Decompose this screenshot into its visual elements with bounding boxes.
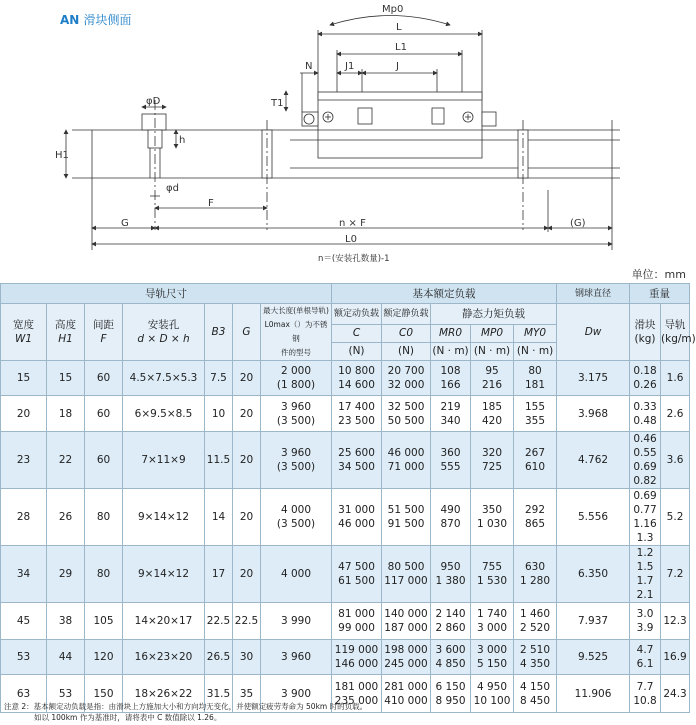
cell-my0 [514,432,557,489]
cell-g: 20 [233,546,261,603]
cell-line: 350 [481,504,503,516]
cell-mr0 [431,546,471,603]
cell-line: 0.26 [633,379,657,391]
cell-line: 3 990 [280,615,312,627]
cell-line: 81 000 [338,608,375,620]
cell-line: 5 150 [476,658,508,670]
cell-c [332,603,382,640]
cell-c0 [382,675,431,713]
cell-line: 99 000 [338,622,375,634]
header-rail-size: 导轨尺寸 [1,284,332,304]
cell-line: 0.55 [633,447,657,459]
cell-line: (1 800) [276,379,316,391]
dim-J1: J1 [345,61,355,72]
header-width: 宽度 W1 [1,304,47,361]
cell-line: 6 150 [435,680,466,693]
cell-f: 60 [85,396,123,432]
cell-b3: 11.5 [205,432,233,489]
cell-b3: 14 [205,489,233,546]
cell-line: 2 000 [280,365,312,377]
cell-line: 4 000 [280,568,312,580]
cell-line: 0.46 [633,433,657,445]
cell-my0 [514,546,557,603]
cell-dw: 9.525 [557,640,630,675]
cell-line: 3 900 [280,687,312,700]
header-weight: 重量 [630,284,690,304]
cell-line: 80 500 [387,561,425,573]
cell-line: 4 350 [519,658,551,670]
dim-F: F [208,198,214,209]
cell-b3: 7.5 [205,361,233,396]
cell-h1: 38 [47,603,85,640]
spec-table [0,283,696,713]
cell-dw: 3.175 [557,361,630,396]
cell-line: 46 000 [338,518,375,530]
cell-line: 10 100 [473,694,511,707]
header-basic-load: 基本额定负载 [332,284,557,304]
cell-w1: 34 [1,546,47,603]
cell-w1: 20 [1,396,47,432]
cell-h1: 15 [47,361,85,396]
cell-w1: 45 [1,603,47,640]
cell-line: 95 [485,365,499,377]
cell-line: 140 000 [384,608,428,620]
cell-line: 555 [440,461,461,473]
header-my0: MY0 [514,324,557,342]
cell-c0 [382,603,431,640]
cell-dw: 5.556 [557,489,630,546]
spec-rows [1,361,690,713]
table-row [1,361,690,396]
header-ball-dia: 钢球直径 [557,284,630,304]
cell-line: 1 030 [476,518,508,530]
cell-line: 108 [440,365,461,377]
header-g: G [233,304,261,361]
header-c-unit: (N) [332,342,382,360]
header-pitch: 间距 F [85,304,123,361]
header-max-length: 最大长度(单根导轨) L0max（）为不锈钢 件的型号 [261,304,332,361]
cell-line: (3 500) [276,518,316,530]
cell-b3: 10 [205,396,233,432]
cell-c0 [382,546,431,603]
cell-line: 32 500 [387,400,425,413]
cell-line: 1 380 [435,575,466,587]
cell-mp0 [471,396,514,432]
cell-h1: 22 [47,432,85,489]
cell-line: 340 [440,414,461,427]
header-mp0: MP0 [471,324,514,342]
header-c0: C0 [382,324,431,342]
cell-rail: 16.9 [661,640,690,675]
dim-H1: H1 [55,150,69,161]
cell-my0 [514,640,557,675]
cell-line: 50 500 [387,414,425,427]
cell-line: 755 [481,561,503,573]
cell-lmax [261,432,332,489]
cell-rail: 1.6 [661,361,690,396]
cell-w1: 15 [1,361,47,396]
cell-line: 870 [440,518,461,530]
cell-line: 8 450 [519,694,551,707]
cell-c0 [382,640,431,675]
cell-mr0 [431,396,471,432]
cell-line: 185 [481,400,503,413]
cell-block [630,432,661,489]
cell-line: 235 000 [334,694,379,707]
cell-g: 20 [233,361,261,396]
dimension-drawing [0,0,690,265]
cell-line: 2 510 [519,644,551,656]
cell-h1: 29 [47,546,85,603]
header-c0-unit: (N) [382,342,431,360]
cell-line: 187 000 [384,622,428,634]
cell-f: 150 [85,675,123,713]
header-mr0-unit: (N · m) [431,342,471,360]
cell-hole: 14×20×17 [123,603,205,640]
cell-rail: 12.3 [661,603,690,640]
cell-line: 950 [440,561,461,573]
table-row [1,489,690,546]
table-row [1,546,690,603]
cell-block [630,546,661,603]
cell-line: 7.7 [636,680,654,693]
cell-block [630,396,661,432]
cell-mr0 [431,675,471,713]
cell-line: 34 500 [338,461,375,473]
cell-mp0 [471,546,514,603]
cell-mr0 [431,489,471,546]
cell-b3: 22.5 [205,603,233,640]
cell-line: 725 [481,461,503,473]
cell-line: 0.48 [633,414,657,427]
cell-f: 60 [85,432,123,489]
cell-line: 360 [440,447,461,459]
cell-line: 32 000 [387,379,425,391]
header-dw: Dw [557,304,630,361]
cell-line: 31 000 [338,504,375,516]
cell-my0 [514,675,557,713]
cell-rail: 3.6 [661,432,690,489]
cell-line: 292 [525,504,546,516]
cell-mp0 [471,675,514,713]
cell-line: 216 [481,379,503,391]
table-row [1,396,690,432]
notes [4,701,367,723]
cell-c0 [382,489,431,546]
cell-g: 20 [233,432,261,489]
cell-block [630,603,661,640]
cell-mr0 [431,603,471,640]
dim-L: L [396,22,402,33]
header-hole: 安装孔 d × D × h [123,304,205,361]
cell-block [630,361,661,396]
cell-dw: 4.762 [557,432,630,489]
header-mp0-unit: (N · m) [471,342,514,360]
cell-line: 490 [440,504,461,516]
header-mr0: MR0 [431,324,471,342]
dim-phiD: φD [146,96,161,107]
cell-block [630,640,661,675]
cell-dw: 6.350 [557,546,630,603]
cell-line: 3 600 [435,644,466,656]
cell-line: 2.1 [636,589,654,601]
table-row [1,640,690,675]
dim-L0: L0 [345,234,357,245]
cell-line: 0.33 [633,400,657,413]
cell-line: 610 [525,461,546,473]
cell-my0 [514,361,557,396]
cell-w1: 23 [1,432,47,489]
cell-b3: 26.5 [205,640,233,675]
cell-line: 117 000 [384,575,428,587]
cell-hole: 18×26×22 [123,675,205,713]
cell-hole: 9×14×12 [123,546,205,603]
cell-line: 4 150 [519,680,551,693]
cell-lmax [261,396,332,432]
cell-c [332,640,382,675]
cell-mp0 [471,603,514,640]
cell-line: 6.1 [636,658,654,670]
cell-line: 10 800 [338,365,375,377]
cell-line: 1 740 [476,608,508,620]
cell-line: 4 000 [280,504,312,516]
cell-line: 420 [481,414,503,427]
dim-G: G [121,218,129,229]
cell-line: 155 [525,400,546,413]
cell-line: 71 000 [387,461,425,473]
cell-line: (3 500) [276,461,316,473]
cell-line: 146 000 [334,658,379,670]
cell-line: 2 520 [519,622,551,634]
cell-line: 865 [525,518,546,530]
cell-line: 23 500 [338,414,375,427]
header-c: C [332,324,382,342]
cell-g: 20 [233,396,261,432]
cell-rail: 2.6 [661,396,690,432]
cell-b3: 31.5 [205,675,233,713]
drawing-caption: n＝(安装孔数量)-1 [318,254,390,264]
header-block: 滑块 (kg) [630,304,661,361]
cell-line: 281 000 [384,680,428,693]
dim-L1: L1 [395,42,407,53]
dim-mp0: Mp0 [382,4,404,15]
cell-dw: 11.906 [557,675,630,713]
cell-line: 17 400 [338,400,375,413]
dim-J: J [396,61,399,72]
dim-G-right: (G) [570,218,586,229]
cell-hole: 16×23×20 [123,640,205,675]
dim-h: h [179,135,186,146]
cell-line: 1.16 [633,518,657,530]
cell-block [630,675,661,713]
cell-line: 0.77 [633,504,657,516]
cell-line: 267 [525,447,546,459]
cell-line: 2 140 [435,608,466,620]
table-row [1,603,690,640]
cell-g: 35 [233,675,261,713]
cell-line: 0.69 [633,490,657,502]
cell-lmax [261,546,332,603]
header-height: 高度 H1 [47,304,85,361]
cell-line: 3.0 [636,608,654,620]
cell-line: (3 500) [276,414,316,427]
cell-c [332,489,382,546]
cell-line: 1.3 [636,532,654,544]
cell-line: 410 000 [384,694,428,707]
cell-line: 630 [525,561,546,573]
cell-line: 166 [440,379,461,391]
cell-f: 60 [85,361,123,396]
cell-line: 181 [525,379,546,391]
cell-dw: 3.968 [557,396,630,432]
cell-block [630,489,661,546]
cell-line: 3 960 [280,447,312,459]
cell-lmax [261,361,332,396]
cell-line: 10.8 [633,694,657,707]
cell-line: 1.5 [636,561,654,573]
cell-hole: 6×9.5×8.5 [123,396,205,432]
cell-line: 4 950 [476,680,508,693]
cell-h1: 53 [47,675,85,713]
cell-line: 1 280 [519,575,551,587]
cell-c0 [382,432,431,489]
cell-line: 3 960 [280,651,312,663]
title-name: 滑块侧面 [83,13,132,27]
title-code: AN [60,13,80,27]
cell-line: 0.69 [633,461,657,473]
cell-c [332,361,382,396]
cell-line: 119 000 [334,644,379,656]
cell-line: 3 000 [476,644,508,656]
cell-line: 2 860 [435,622,466,634]
cell-line: 1.7 [636,575,654,587]
cell-line: 181 000 [334,680,379,693]
cell-hole: 7×11×9 [123,432,205,489]
cell-c0 [382,361,431,396]
header-moment: 静态力矩负载 [431,304,557,325]
unit-label: 单位：mm [631,268,686,281]
cell-g: 30 [233,640,261,675]
cell-line: 1.2 [636,547,654,559]
cell-line: 0.18 [633,365,657,377]
cell-hole: 4.5×7.5×5.3 [123,361,205,396]
header-static: 额定静负载 [382,304,431,325]
cell-line: 1 530 [476,575,508,587]
cell-line: 14 600 [338,379,375,391]
cell-line: 47 500 [338,561,375,573]
header-dynamic: 额定动负载 [332,304,382,325]
cell-line: 1 460 [519,608,551,620]
cell-hole: 9×14×12 [123,489,205,546]
cell-mp0 [471,640,514,675]
cell-rail: 24.3 [661,675,690,713]
cell-lmax [261,489,332,546]
table-row [1,432,690,489]
cell-line: 245 000 [384,658,428,670]
cell-g: 22.5 [233,603,261,640]
header-b3: B3 [205,304,233,361]
cell-line: 20 700 [387,365,425,377]
cell-line: 80 [528,365,542,377]
cell-line: 8 950 [435,694,466,707]
cell-lmax [261,640,332,675]
cell-line: 3.9 [636,622,654,634]
cell-h1: 26 [47,489,85,546]
cell-b3: 17 [205,546,233,603]
cell-mr0 [431,432,471,489]
cell-mp0 [471,432,514,489]
cell-lmax [261,603,332,640]
cell-dw: 7.937 [557,603,630,640]
cell-line: 51 500 [387,504,425,516]
dim-nF: n × F [339,218,366,229]
cell-line: 4 850 [435,658,466,670]
cell-line: 320 [481,447,503,459]
cell-w1: 63 [1,675,47,713]
cell-h1: 18 [47,396,85,432]
cell-w1: 28 [1,489,47,546]
cell-line: 91 500 [387,518,425,530]
note-line-1: 注意 2：基本额定动负载是指：由滑块上方施加大小和方向均无变化，并使额定疲劳寿命为 50km 时的负载。 [4,702,368,711]
cell-my0 [514,603,557,640]
cell-my0 [514,396,557,432]
cell-h1: 44 [47,640,85,675]
cell-line: 46 000 [387,447,425,459]
cell-f: 80 [85,546,123,603]
note-line-2: 如以 100km 作为基准时，请将表中 C 数值除以 1.26。 [34,713,222,722]
cell-line: 61 500 [338,575,375,587]
cell-f: 105 [85,603,123,640]
cell-rail: 7.2 [661,546,690,603]
cell-f: 120 [85,640,123,675]
cell-c0 [382,396,431,432]
header-rail: 导轨 (kg/m) [661,304,690,361]
cell-c [332,546,382,603]
dim-phid: φd [166,183,179,194]
cell-line: 4.7 [636,644,654,656]
cell-mp0 [471,361,514,396]
dim-N: N [305,61,313,72]
cell-c [332,396,382,432]
dim-T1: T1 [271,98,284,109]
cell-my0 [514,489,557,546]
cell-c [332,432,382,489]
cell-w1: 53 [1,640,47,675]
cell-line: 3 000 [476,622,508,634]
cell-line: 3 960 [280,400,312,413]
cell-mr0 [431,361,471,396]
cell-rail: 5.2 [661,489,690,546]
cell-line: 25 600 [338,447,375,459]
cell-mp0 [471,489,514,546]
cell-line: 355 [525,414,546,427]
cell-line: 0.82 [633,475,657,487]
header-my0-unit: (N · m) [514,342,557,360]
cell-g: 20 [233,489,261,546]
cell-f: 80 [85,489,123,546]
cell-line: 219 [440,400,461,413]
cell-line: 198 000 [384,644,428,656]
cell-mr0 [431,640,471,675]
